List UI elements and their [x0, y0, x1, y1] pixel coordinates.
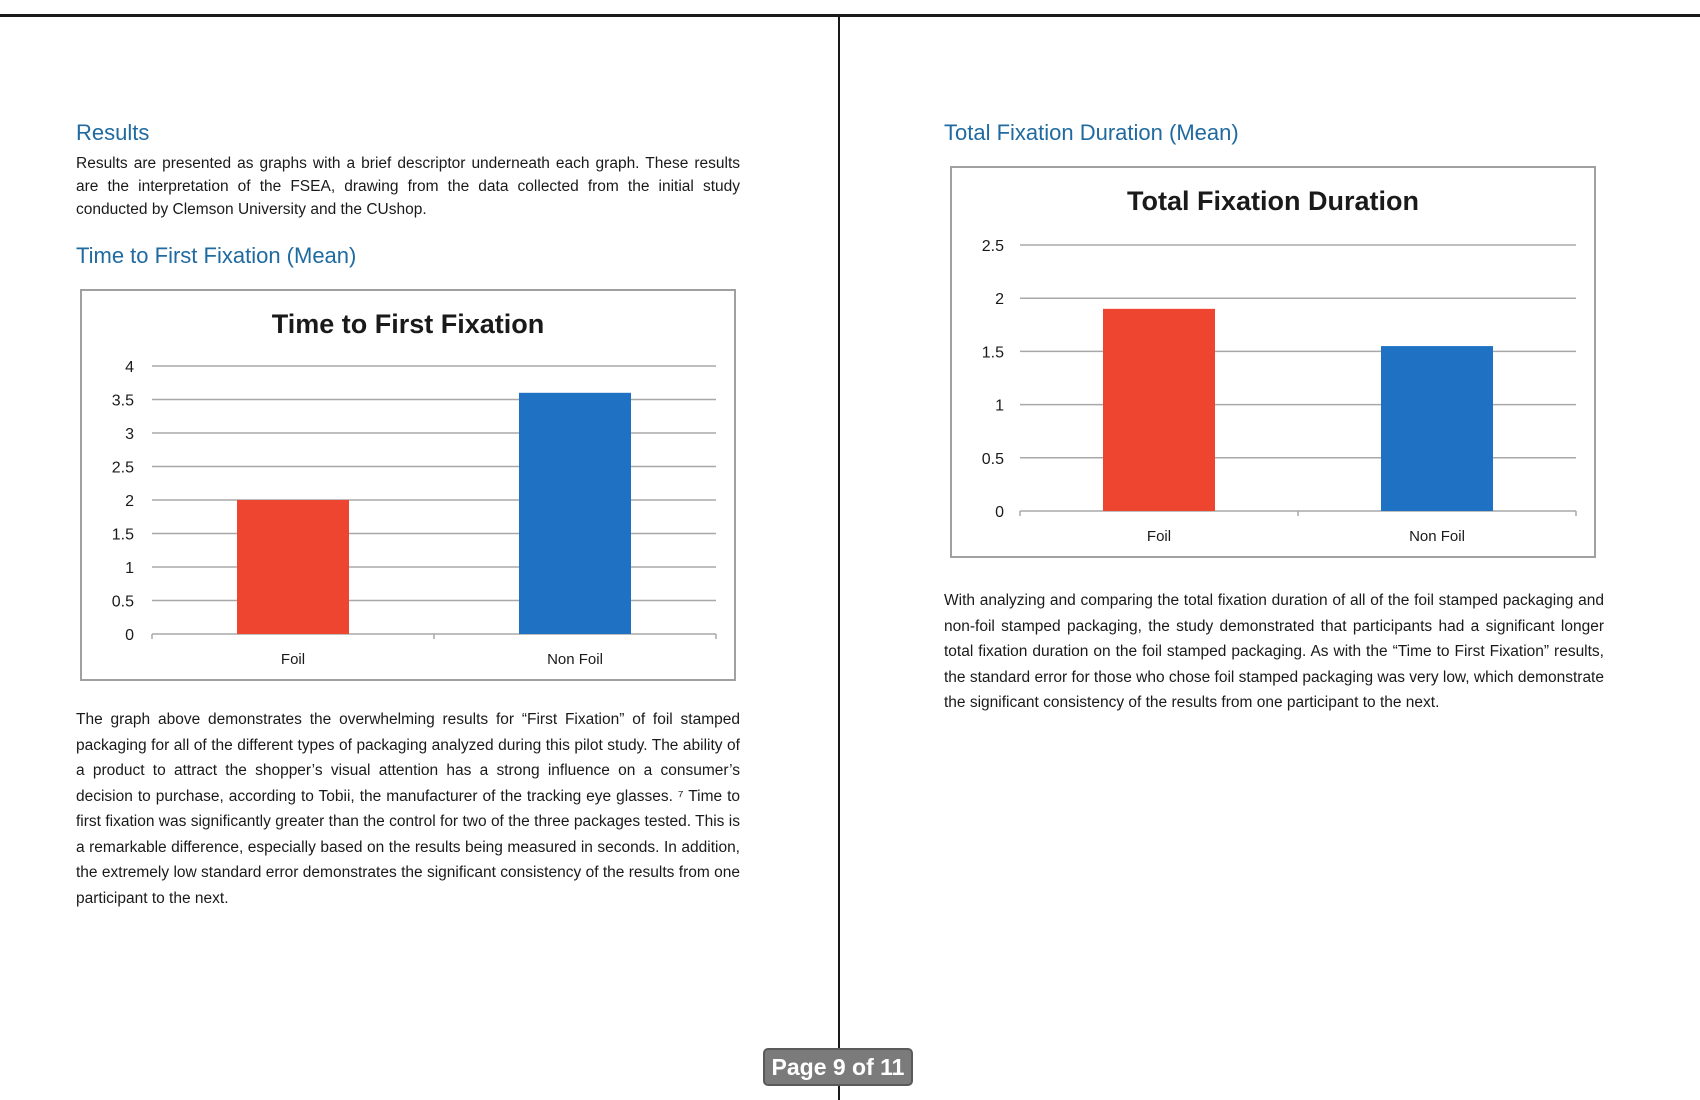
bar-non-foil: [1381, 346, 1493, 511]
right-page: [840, 0, 1700, 1100]
x-category-label: Foil: [1146, 528, 1172, 545]
tfd-chart: [950, 166, 1596, 558]
x-category-label: Foil: [280, 651, 306, 668]
y-tick-label: 3: [125, 426, 134, 443]
ttff-chart: [80, 289, 736, 681]
chart-svg: [82, 291, 734, 679]
tfd-heading: Total Fixation Duration (Mean): [944, 120, 1239, 145]
y-tick-label: 0.5: [111, 593, 134, 611]
ttff-heading: Time to First Fixation (Mean): [76, 243, 357, 268]
bar-foil: [237, 500, 349, 634]
chart-title: Time to First Fixation: [271, 309, 545, 339]
bar-foil: [1103, 309, 1215, 511]
y-tick-label: 0: [125, 627, 134, 644]
left-page: [0, 0, 838, 1100]
chart-title: Total Fixation Duration: [1127, 186, 1419, 216]
tfd-paragraph: With analyzing and comparing the total fixation duration of all of the foil stamped packaging and non-foil stamped packaging, the study demonstrated that participants had a significant longer total fixation duration on the foil stamped packaging. As with the “Time to First Fixation” results, the standard error for those who chose foil stamped packaging was very low, which demonstrate the significant consistency of the results from one participant to the next.: [944, 592, 1604, 711]
y-tick-label: 2: [995, 291, 1004, 309]
ttff-paragraph: The graph above demonstrates the overwhelming results for “First Fixation” of foil stamped packaging for all of the different types of packaging analyzed during this pilot study. The ability of a product to attract the shopper’s visual attention has a strong influence on a consumer’s decision to purchase, according to Tobii, the manufacturer of the tracking eye glasses. ⁷ Time to first fixation was significantly greater than the control for two of the three packages tested. This is a remarkable difference, especially based on the results being measured in seconds. In addition, the extremely low standard error demonstrates the significant consistency of the results from one participant to the next.: [76, 711, 740, 907]
y-tick-label: 2.5: [981, 238, 1004, 255]
y-tick-label: 1: [995, 397, 1004, 415]
y-tick-label: 1: [125, 560, 134, 577]
intro-paragraph: Results are presented as graphs with a brief descriptor underneath each graph. These results are the interpretation of the FSEA, drawing from the data collected from the initial study conducted by Clemson University and the CUshop.: [76, 155, 740, 218]
page-indicator: Page 9 of 11: [763, 1048, 913, 1086]
bar-non-foil: [519, 393, 631, 634]
y-tick-label: 0.5: [981, 450, 1004, 468]
x-category-label: Non Foil: [547, 651, 603, 668]
y-tick-label: 1.5: [111, 526, 134, 544]
y-tick-label: 3.5: [111, 392, 134, 410]
y-tick-label: 4: [125, 359, 134, 376]
y-tick-label: 1.5: [981, 344, 1004, 362]
x-category-label: Non Foil: [1409, 528, 1465, 545]
results-heading: Results: [76, 120, 150, 145]
y-tick-label: 2.5: [111, 459, 134, 477]
y-tick-label: 0: [995, 504, 1004, 521]
chart-svg: [952, 168, 1594, 556]
y-tick-label: 2: [125, 493, 134, 510]
